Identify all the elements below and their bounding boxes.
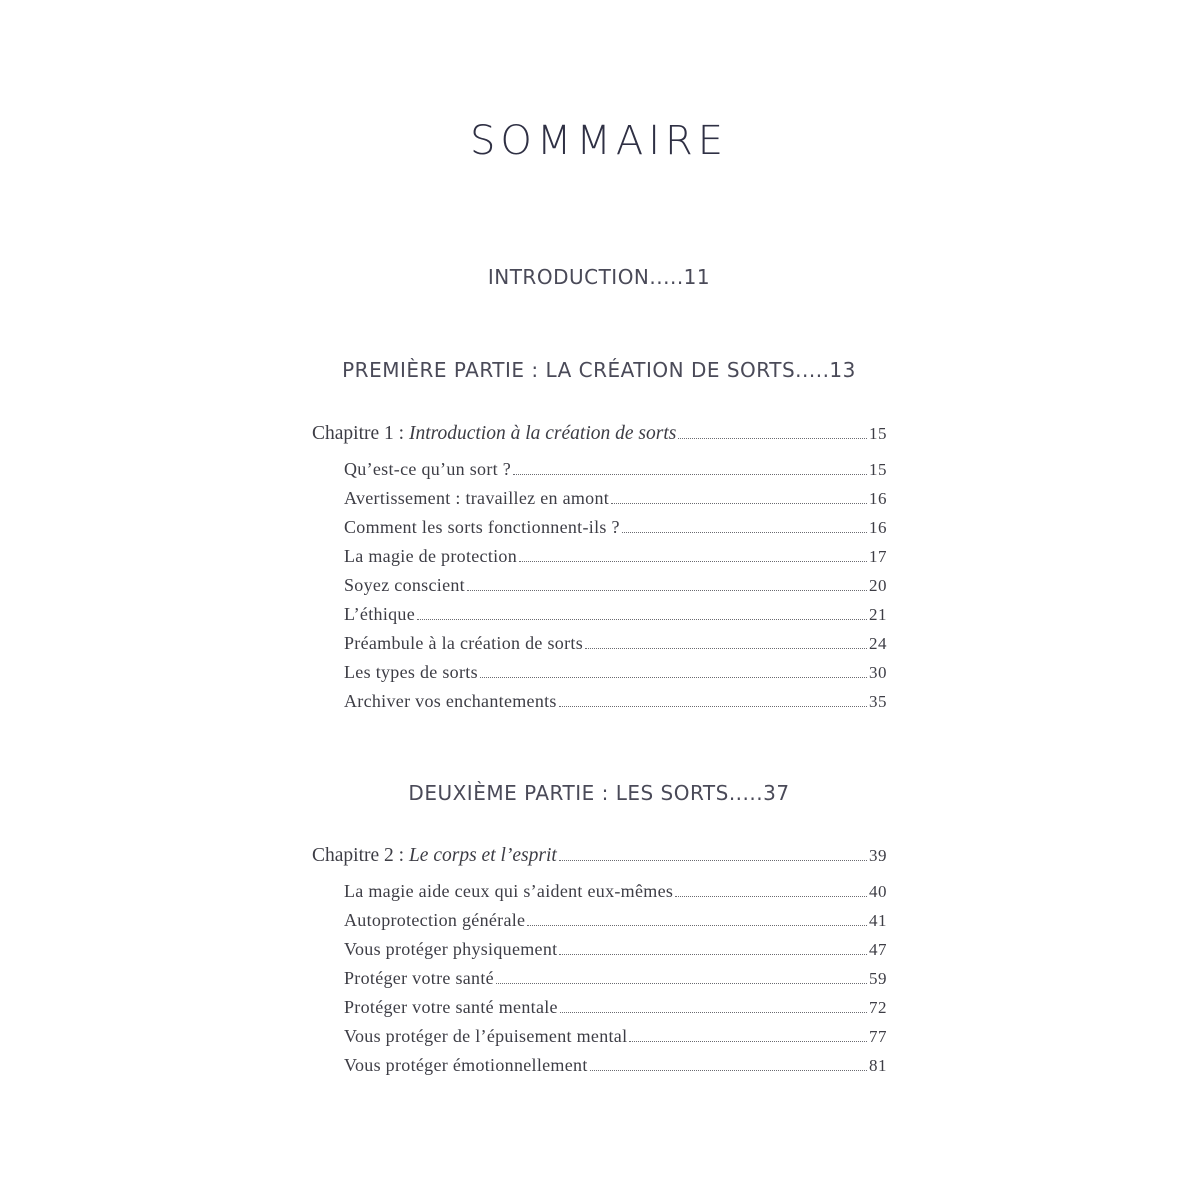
page-number: 21 [869,605,887,624]
page-number: 40 [869,882,887,901]
page-number: 47 [869,940,887,959]
toc-entry[interactable] [344,488,887,509]
page-number: 17 [869,547,887,566]
entry-label: Soyez conscient [344,575,465,595]
entry-label: Autoprotection générale [344,910,526,930]
dot-leader [560,1012,867,1013]
page-number: 59 [869,969,887,988]
toc-entry[interactable] [344,968,887,989]
dot-leader [519,561,867,562]
page-number: 35 [869,692,887,711]
dot-leader [675,896,867,897]
part-2-heading[interactable]: DEUXIÈME PARTIE : LES SORTS.....37 [408,781,790,805]
introduction-heading[interactable]: INTRODUCTION.....11 [487,265,711,289]
toc-entry[interactable] [344,939,887,960]
dot-leader [559,860,867,861]
toc-entry[interactable] [344,546,887,567]
toc-entry[interactable] [344,881,887,902]
dot-leader [585,648,867,649]
toc-entry[interactable] [344,633,887,654]
toc-entry[interactable] [344,910,887,931]
part-1-heading[interactable]: PREMIÈRE PARTIE : LA CRÉATION DE SORTS.....13 [342,358,856,382]
page-number: 39 [869,846,887,865]
entry-label: Protéger votre santé mentale [344,997,558,1017]
page-number: 16 [869,518,887,537]
dot-leader [559,706,867,707]
toc-entry[interactable] [344,662,887,683]
page-number: 81 [869,1056,887,1075]
entry-label: Les types de sorts [344,662,478,682]
dot-leader [622,532,867,533]
dot-leader [559,954,867,955]
toc-entry[interactable] [344,1055,887,1076]
dot-leader [527,925,867,926]
chapter-1-entry[interactable] [312,423,887,445]
chapter-1-title: Introduction à la création de sorts [408,423,677,444]
dot-leader [467,590,867,591]
toc-entry[interactable] [344,1026,887,1047]
dot-leader [417,619,867,620]
page-number: 30 [869,663,887,682]
toc-entry[interactable] [344,691,887,712]
entry-label: Vous protéger émotionnellement [344,1055,588,1075]
page-number: 77 [869,1027,887,1046]
page-number: 20 [869,576,887,595]
chapter-2-label: Chapitre 2 : Le corps et l’esprit [312,845,557,866]
toc-entry[interactable] [344,575,887,596]
chapter-2-entry[interactable] [312,845,887,867]
page-number: 24 [869,634,887,653]
dot-leader [513,474,867,475]
page-number: 41 [869,911,887,930]
entry-label: La magie aide ceux qui s’aident eux-mêmes [344,881,674,901]
entry-label: Vous protéger physiquement [344,939,558,959]
entry-label: Comment les sorts fonctionnent-ils ? [344,517,620,537]
page-number: 15 [869,460,887,479]
entry-label: La magie de protection [344,546,518,566]
page-number: 15 [869,424,887,443]
entry-label: Archiver vos enchantements [344,691,557,711]
page-title: SOMMAIRE [469,118,729,164]
dot-leader [590,1070,867,1071]
toc-entry[interactable] [344,604,887,625]
entry-label: Vous protéger de l’épuisement mental [344,1026,628,1046]
entry-label: Avertissement : travaillez en amont [344,488,610,508]
dot-leader [678,438,867,439]
entry-label: Protéger votre santé [344,968,494,988]
page-number: 16 [869,489,887,508]
toc-entry[interactable] [344,997,887,1018]
entry-label: Qu’est-ce qu’un sort ? [344,459,512,479]
chapter-2-title: Le corps et l’esprit [408,845,557,866]
entry-label: Préambule à la création de sorts [344,633,584,653]
dot-leader [480,677,867,678]
entry-label: L’éthique [344,604,416,624]
dot-leader [611,503,867,504]
toc-entry[interactable] [344,517,887,538]
dot-leader [496,983,867,984]
dot-leader [629,1041,867,1042]
chapter-1-label: Chapitre 1 : Introduction à la création de sorts [312,423,677,444]
toc-entry[interactable] [344,459,887,480]
page-number: 72 [869,998,887,1017]
